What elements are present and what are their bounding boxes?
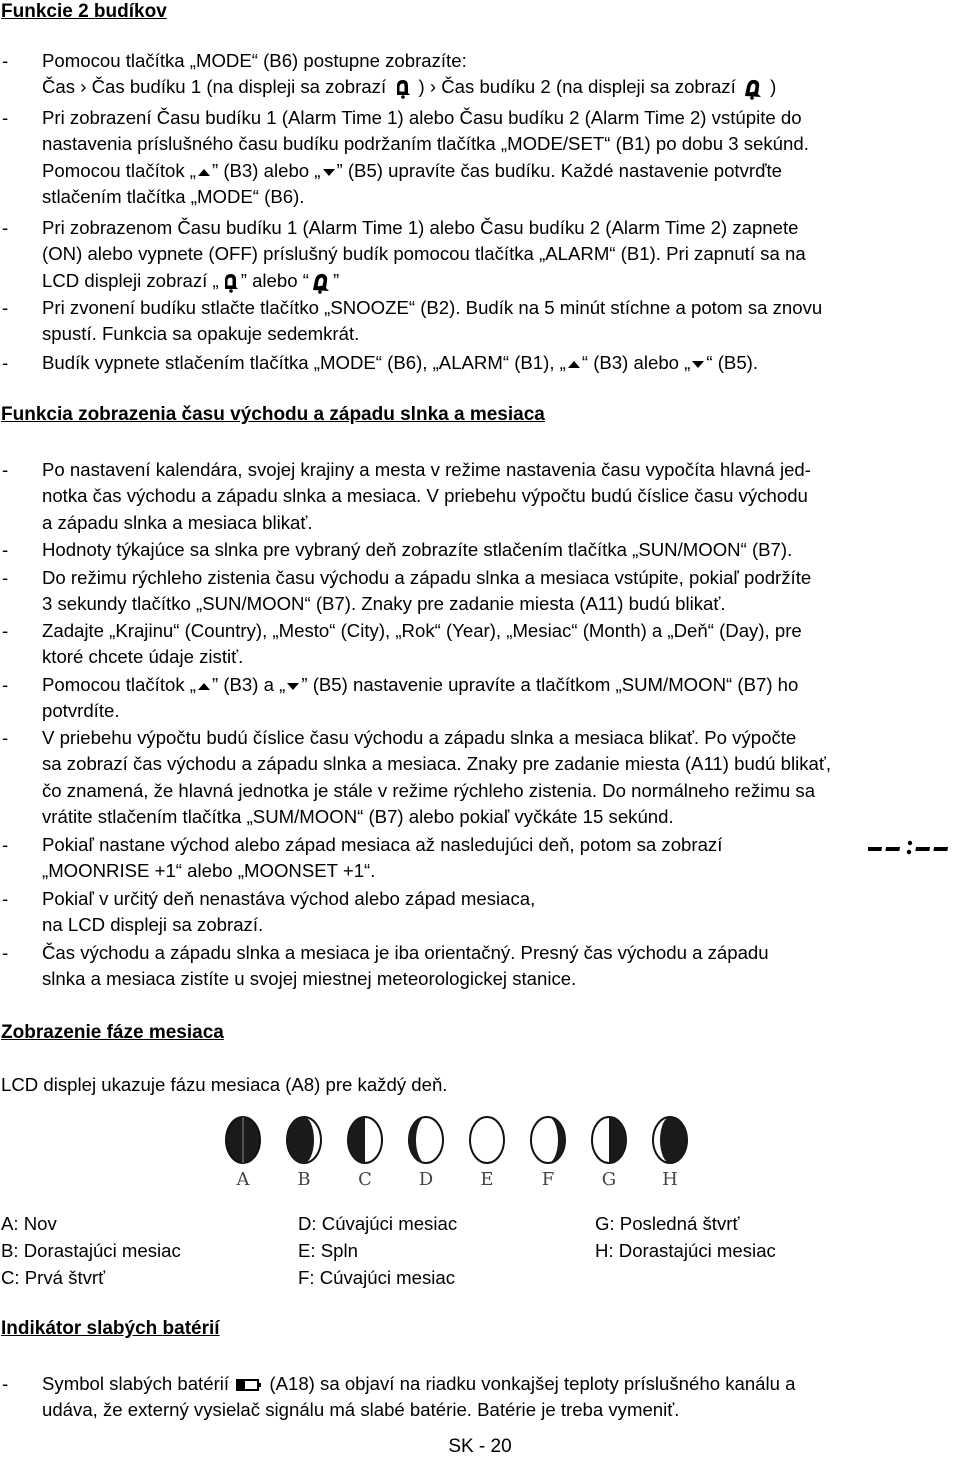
list-item: - Symbol slabých batérií (A18) sa objaví na riadku vonkajšej teploty príslušného kanálu a udáva, že externý vysielač signálu má slabé batérie. Batérie je treba vymeniť. — [0, 1371, 960, 1424]
text-line: udáva, že externý vysielač signálu má slabé batérie. Batérie je treba vymeniť. — [42, 1399, 680, 1421]
legend-item: E: Spln — [298, 1240, 358, 1261]
section-heading-moon-phase: Zobrazenie fáze mesiaca — [1, 1022, 224, 1043]
text-line: čo znamená, že hlavná jednotka je stále v režime rýchleho zistenia. Do normálneho režimu sa — [42, 779, 816, 801]
moon-phase-d-icon — [409, 1117, 443, 1163]
phase-legend-column — [1, 1210, 181, 1291]
list-item: - Do režimu rýchleho zistenia času východu a západu slnka a mesiaca vstúpite, pokiaľ podržíte 3 sekundy tlačítko „SUN/MOON“ (B7). Znaky pre zadanie miesta (A11) budú blikať. — [0, 565, 960, 618]
text-line: notka čas východu a západu slnka a mesiaca. V priebehu výpočtu budú číslice času východu — [42, 485, 808, 507]
legend-item: B: Dorastajúci mesiac — [1, 1240, 181, 1261]
text-line: Pri zobrazení Času budíku 1 (Alarm Time 1) alebo Času budíku 2 (Alarm Time 2) vstúpite do — [42, 107, 802, 128]
list-item: - Hodnoty týkajúce sa slnka pre vybraný deň zobrazíte stlačením tlačítka „SUN/MOON“ (B7). — [0, 537, 960, 563]
phase-legend-column — [298, 1210, 457, 1291]
list-item: - Pokiaľ nastane východ alebo západ mesiaca až nasledujúci deň, potom sa zobrazí „MOONRISE +1“ alebo „MOONSET +1“. — [0, 832, 960, 885]
text-line: Budík vypnete stlačením tlačítka „MODE“ (B6), „ALARM“ (B1), „ “ (B3) alebo „ “ (B5). — [42, 352, 759, 373]
text-line: spustí. Funkcia sa opakuje sedemkrát. — [42, 323, 360, 345]
list-item: - V priebehu výpočtu budú číslice času východu a západu slnka a mesiaca blikať. Po výpočte sa zobrazí čas východu a západu slnka a mesiaca. Znaky pre zadanie miesta (A11) budú blikať, čo znamená, že hlavná jednotka je stále v režime rýchleho zistenia. Do normálneho režimu sa vrátite stlačením tlačítka „SUM/MOON“ (B7) alebo pokiaľ vyčkáte 15 sekúnd. — [0, 725, 960, 830]
alarm-bell-1-icon — [219, 271, 241, 293]
list-item: - Pomocou tlačítok „ ” (B3) a „ ” (B5) nastavenie upravíte a tlačítkom „SUM/MOON“ (B7) ho potvrdíte. — [0, 672, 960, 725]
text-line: potvrdíte. — [42, 700, 120, 722]
text-line: Pomocou tlačítka „MODE“ (B6) postupne zobrazíte: — [42, 50, 467, 71]
moon-phase-g-icon — [592, 1117, 626, 1163]
list-item: - Zadajte „Krajinu“ (Country), „Mesto“ (City), „Rok“ (Year), „Mesiac“ (Month) a „Deň“ (Day), pre ktoré chcete údaje zistiť. — [0, 618, 960, 671]
legend-item: G: Posledná štvrť — [595, 1213, 740, 1234]
low-battery-icon — [234, 1377, 264, 1393]
moon-phase-h-icon — [653, 1117, 687, 1163]
alarm-bell-1-icon — [391, 77, 413, 99]
moon-phase-f-icon — [531, 1117, 565, 1163]
up-arrow-icon — [196, 680, 212, 692]
list-item: - Po nastavení kalendára, svojej krajiny a mesta v režime nastavenia času vypočíta hlavná jed- notka čas východu a západu slnka a mesiaca. V priebehu výpočtu budú číslice času východu a západu slnka a mesiaca blikať. — [0, 457, 960, 536]
text-line: a západu slnka a mesiaca blikať. — [42, 511, 313, 533]
text-line: na LCD displeji sa zobrazí. — [42, 914, 264, 936]
phase-letter: F — [541, 1169, 555, 1190]
moon-phase-strip — [218, 1112, 688, 1192]
legend-item: A: Nov — [1, 1213, 57, 1234]
text-line: nastavenia príslušného času budíku podržaním tlačítka „MODE/SET“ (B1) po dobu 3 sekúnd. — [42, 133, 809, 155]
up-arrow-icon — [566, 358, 582, 370]
list-item: - Pri zobrazení Času budíku 1 (Alarm Time 1) alebo Času budíku 2 (Alarm Time 2) vstúpite do nastavenia príslušného času budíku podržaním tlačítka „MODE/SET“ (B1) po dobu 3 sekúnd. Pomocou tlačítok „ ” (B3) alebo „ ” (B5) upravíte čas budíku. Každé nastavenie potvrďte stlačením tlačítka „MODE“ (B6). — [0, 105, 960, 210]
page-number: SK - 20 — [448, 1436, 512, 1457]
text-line: Symbol slabých batérií (A18) sa objaví na riadku vonkajšej teploty príslušného kanálu a — [42, 1373, 796, 1394]
legend-item: D: Cúvajúci mesiac — [298, 1213, 458, 1234]
text-line: Pokiaľ nastane východ alebo západ mesiaca až nasledujúci deň, potom sa zobrazí — [42, 832, 960, 858]
legend-item: H: Dorastajúci mesiac — [595, 1240, 776, 1261]
moon-phase-c-icon — [348, 1117, 382, 1163]
section-heading-alarms: Funkcie 2 budíkov — [1, 1, 167, 22]
text-line: Pomocou tlačítok „ ” (B3) a „ ” (B5) nastavenie upravíte a tlačítkom „SUM/MOON“ (B7) ho — [42, 674, 799, 695]
moon-phase-b-icon — [287, 1117, 321, 1163]
list-item: - Pri zobrazenom Času budíku 1 (Alarm Time 1) alebo Času budíku 2 (Alarm Time 2) zapnete (ON) alebo vypnete (OFF) príslušný budík pomocou tlačítka „ALARM“ (B1). Pri zapnutí sa na LCD displeji zobrazí „ ” alebo “ ” — [0, 215, 960, 294]
moon-phase-e-icon — [470, 1117, 504, 1163]
list-item: - Pokiaľ v určitý deň nenastáva východ alebo západ mesiaca, na LCD displeji sa zobrazí. — [0, 886, 960, 939]
phase-letter: A — [236, 1169, 250, 1190]
text-line: Čas › Čas budíku 1 (na displeji sa zobrazí ) › Čas budíku 2 (na displeji sa zobrazí ) — [42, 74, 960, 100]
phase-letter: B — [297, 1169, 311, 1190]
text-line: Do režimu rýchleho zistenia času východu a západu slnka a mesiaca vstúpite, pokiaľ podržíte — [42, 567, 812, 588]
text-line: vrátite stlačením tlačítka „SUM/MOON“ (B7) alebo pokiaľ vyčkáte 15 sekúnd. — [42, 805, 674, 827]
text-line: Pri zobrazenom Času budíku 1 (Alarm Time 1) alebo Času budíku 2 (Alarm Time 2) zapnete — [42, 217, 799, 238]
list-item: - Čas východu a západu slnka a mesiaca je iba orientačný. Presný čas východu a západu slnka a mesiaca zistíte u svojej miestnej meteorologickej stanice. — [0, 940, 960, 993]
text-line: sa zobrazí čas východu a západu slnka a mesiaca. Znaky pre zadanie miesta (A11) budú blikať, — [42, 753, 832, 775]
text-line: Zadajte „Krajinu“ (Country), „Mesto“ (City), „Rok“ (Year), „Mesiac“ (Month) a „Deň“ (Day), pre — [42, 620, 802, 641]
text-line: ktoré chcete údaje zistiť. — [42, 646, 244, 668]
section-heading-battery: Indikátor slabých batérií — [1, 1318, 220, 1339]
text-line: (ON) alebo vypnete (OFF) príslušný budík pomocou tlačítka „ALARM“ (B1). Pri zapnutí sa na — [42, 243, 806, 265]
down-arrow-icon — [321, 166, 337, 178]
paragraph: LCD displej ukazuje fázu mesiaca (A8) pre každý deň. — [1, 1074, 448, 1095]
phase-legend-column — [595, 1210, 776, 1264]
phase-letter: D — [418, 1169, 434, 1190]
text-line: stlačením tlačítka „MODE“ (B6). — [42, 185, 305, 207]
down-arrow-icon — [285, 680, 301, 692]
text-line: Pokiaľ v určitý deň nenastáva východ alebo západ mesiaca, — [42, 888, 536, 909]
text-line: Čas východu a západu slnka a mesiaca je iba orientačný. Presný čas východu a západu — [42, 942, 769, 963]
text-line: LCD displeji zobrazí „ ” alebo “ ” — [42, 268, 960, 294]
text-line: V priebehu výpočtu budú číslice času východu a západu slnka a mesiaca blikať. Po výpočte — [42, 727, 797, 748]
up-arrow-icon — [196, 166, 212, 178]
text-line: Hodnoty týkajúce sa slnka pre vybraný deň zobrazíte stlačením tlačítka „SUN/MOON“ (B7). — [42, 539, 793, 560]
legend-item: C: Prvá štvrť — [1, 1267, 106, 1288]
down-arrow-icon — [690, 358, 706, 370]
section-heading-sun-moon: Funkcia zobrazenia času východu a západu slnka a mesiaca — [1, 404, 545, 425]
alarm-bell-2-icon — [309, 270, 333, 294]
list-item: - Pomocou tlačítka „MODE“ (B6) postupne zobrazíte: Čas › Čas budíku 1 (na displeji sa zobrazí ) › Čas budíku 2 (na displeji sa zobrazí ) — [0, 48, 960, 101]
phase-letter: G — [601, 1169, 617, 1190]
text-line: slnka a mesiaca zistíte u svojej miestnej meteorologickej stanice. — [42, 968, 577, 990]
list-item: - Budík vypnete stlačením tlačítka „MODE“ (B6), „ALARM“ (B1), „ “ (B3) alebo „ “ (B5). — [0, 350, 960, 376]
text-line: 3 sekundy tlačítko „SUN/MOON“ (B7). Znaky pre zadanie miesta (A11) budú blikať. — [42, 593, 726, 615]
phase-letter: E — [480, 1169, 494, 1190]
list-item: - Pri zvonení budíku stlačte tlačítko „SNOOZE“ (B2). Budík na 5 minút stíchne a potom sa znovu spustí. Funkcia sa opakuje sedemkrát. — [0, 295, 960, 348]
moon-phase-a-icon — [226, 1117, 260, 1163]
legend-item: F: Cúvajúci mesiac — [298, 1267, 456, 1288]
text-line: „MOONRISE +1“ alebo „MOONSET +1“. — [42, 860, 376, 882]
text-line: Pri zvonení budíku stlačte tlačítko „SNOOZE“ (B2). Budík na 5 minút stíchne a potom sa znovu — [42, 297, 823, 318]
phase-letter: C — [358, 1169, 372, 1190]
alarm-bell-2-icon — [741, 76, 765, 100]
text-line: Po nastavení kalendára, svojej krajiny a mesta v režime nastavenia času vypočíta hlavná jed- — [42, 459, 811, 480]
phase-letter: H — [662, 1169, 678, 1190]
no-time-dashes-icon — [868, 836, 958, 858]
text-line: Pomocou tlačítok „ ” (B3) alebo „ ” (B5) upravíte čas budíku. Každé nastavenie potvrďte — [42, 159, 783, 181]
